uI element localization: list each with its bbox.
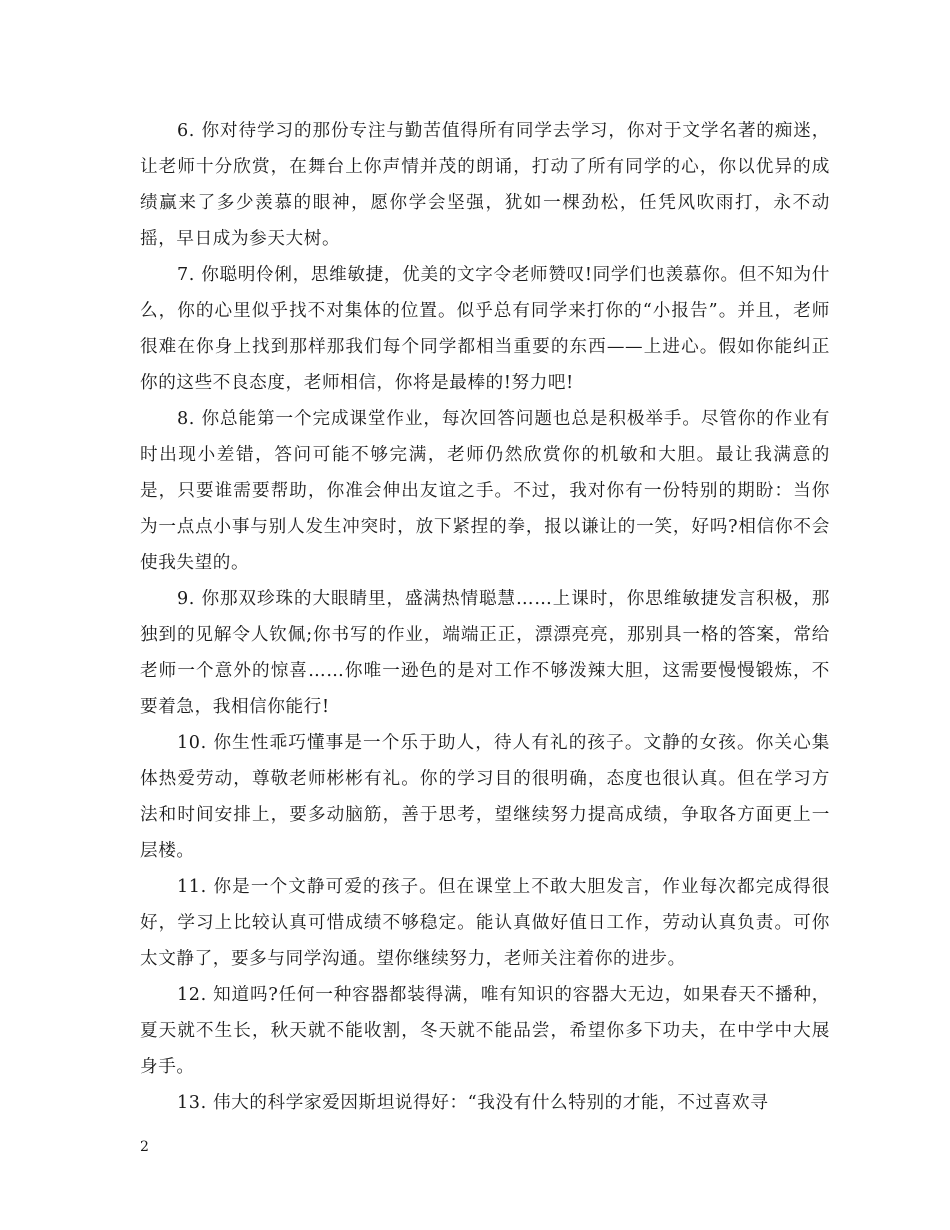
paragraph-6: 6. 你对待学习的那份专注与勤苦值得所有同学去学习，你对于文学名著的痴迷，让老师十分欣赏，在舞台上你声情并茂的朗诵，打动了所有同学的心，你以优异的成绩赢来了多少羡慕的眼神，愿你学会坚强，犹如一棵劲松，任凭风吹雨打，永不动摇，早日成为参天大树。	[140, 121, 830, 249]
paragraph-9: 9. 你那双珍珠的大眼睛里，盛满热情聪慧……上课时，你思维敏捷发言积极，那独到的见解令人钦佩;你书写的作业，端端正正，漂漂亮亮，那别具一格的答案，常给老师一个意外的惊喜……你唯一逊色的是对工作不够泼辣大胆，这需要慢慢锻炼，不要着急，我相信你能行!	[140, 589, 830, 717]
paragraph-7: 7. 你聪明伶俐，思维敏捷，优美的文字令老师赞叹!同学们也羡慕你。但不知为什么，你的心里似乎找不对集体的位置。似乎总有同学来打你的“小报告”。并且，老师很难在你身上找到那样那我们每个同学都相当重要的东西——上进心。假如你能纠正你的这些不良态度，老师相信，你将是最棒的!努力吧!	[140, 265, 830, 393]
paragraph-8: 8. 你总能第一个完成课堂作业，每次回答问题也总是积极举手。尽管你的作业有时出现小差错，答问可能不够完满，老师仍然欣赏你的机敏和大胆。最让我满意的是，只要谁需要帮助，你准会伸出友谊之手。不过，我对你有一份特别的期盼：当你为一点点小事与别人发生冲突时，放下紧捏的拳，报以谦让的一笑，好吗?相信你不会使我失望的。	[140, 409, 830, 573]
paragraph-11: 11. 你是一个文静可爱的孩子。但在课堂上不敢大胆发言，作业每次都完成得很好，学习上比较认真可惜成绩不够稳定。能认真做好值日工作，劳动认真负责。可你太文静了，要多与同学沟通。望你继续努力，老师关注着你的进步。	[140, 877, 830, 969]
paragraph-10: 10. 你生性乖巧懂事是一个乐于助人，待人有礼的孩子。文静的女孩。你关心集体热爱劳动，尊敬老师彬彬有礼。你的学习目的很明确，态度也很认真。但在学习方法和时间安排上，要多动脑筋，善于思考，望继续努力提高成绩，争取各方面更上一层楼。	[140, 733, 830, 861]
paragraph-12: 12. 知道吗?任何一种容器都装得满，唯有知识的容器大无边，如果春天不播种，夏天就不生长，秋天就不能收割，冬天就不能品尝，希望你多下功夫，在中学中大展身手。	[140, 985, 830, 1077]
document-body	[140, 113, 830, 1121]
page-number: 2	[140, 1139, 149, 1155]
paragraph-13: 13. 伟大的科学家爱因斯坦说得好：“我没有什么特别的才能，不过喜欢寻	[177, 1093, 769, 1113]
